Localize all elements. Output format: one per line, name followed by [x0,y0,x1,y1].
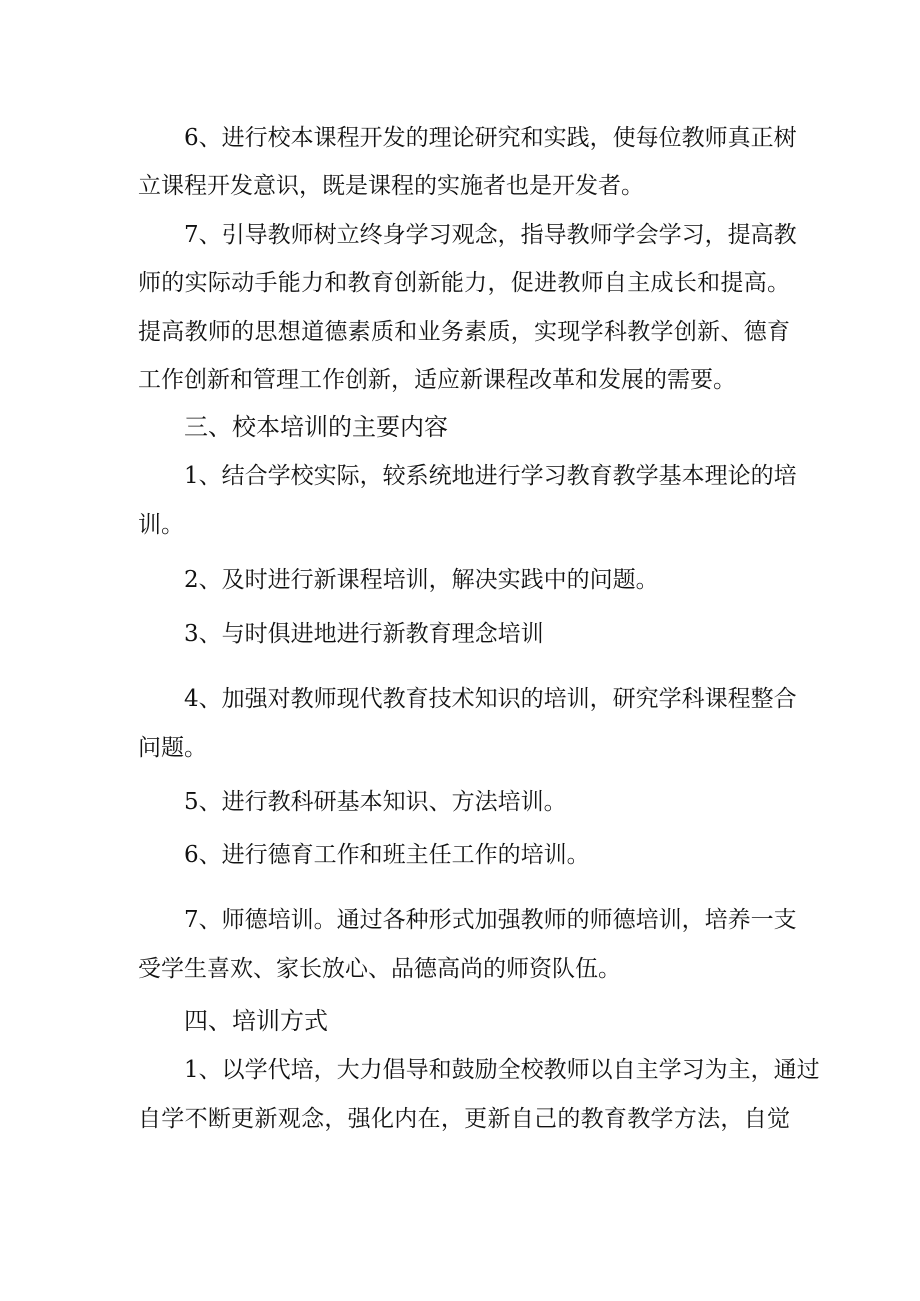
text-line: 1、以学代培，大力倡导和鼓励全校教师以自主学习为主，通过 [184,1057,820,1083]
text-line: 工作创新和管理工作创新，适应新课程改革和发展的需要。 [138,367,736,393]
section-heading: 四、培训方式 [184,1007,328,1035]
text-line: 训。 [138,512,184,538]
section-heading: 三、校本培训的主要内容 [184,413,448,441]
text-line: 4、加强对教师现代教育技术知识的培训，研究学科课程整合 [184,686,797,712]
text-line: 7、师德培训。通过各种形式加强教师的师德培训，培养一支 [184,907,797,933]
text-line: 自学不断更新观念，强化内在，更新自己的教育教学方法，自觉 [138,1106,790,1132]
text-line: 7、引导教师树立终身学习观念，指导教师学会学习，提高教 [184,222,797,248]
text-line: 问题。 [138,735,207,761]
text-line: 6、进行德育工作和班主任工作的培训。 [184,842,590,868]
text-line: 5、进行教科研基本知识、方法培训。 [184,789,567,815]
text-line: 2、及时进行新课程培训，解决实践中的问题。 [184,567,659,593]
text-line: 1、结合学校实际，较系统地进行学习教育教学基本理论的培 [184,463,797,489]
text-line: 提高教师的思想道德素质和业务素质，实现学科教学创新、德育 [138,319,790,345]
text-line: 师的实际动手能力和教育创新能力，促进教师自主成长和提高。 [138,270,790,296]
text-line: 6、进行校本课程开发的理论研究和实践，使每位教师真正树 [184,125,797,151]
text-line: 3、与时俱进地进行新教育理念培训 [184,621,544,647]
text-line: 受学生喜欢、家长放心、品德高尚的师资队伍。 [138,956,621,982]
text-line: 立课程开发意识，既是课程的实施者也是开发者。 [138,173,644,199]
